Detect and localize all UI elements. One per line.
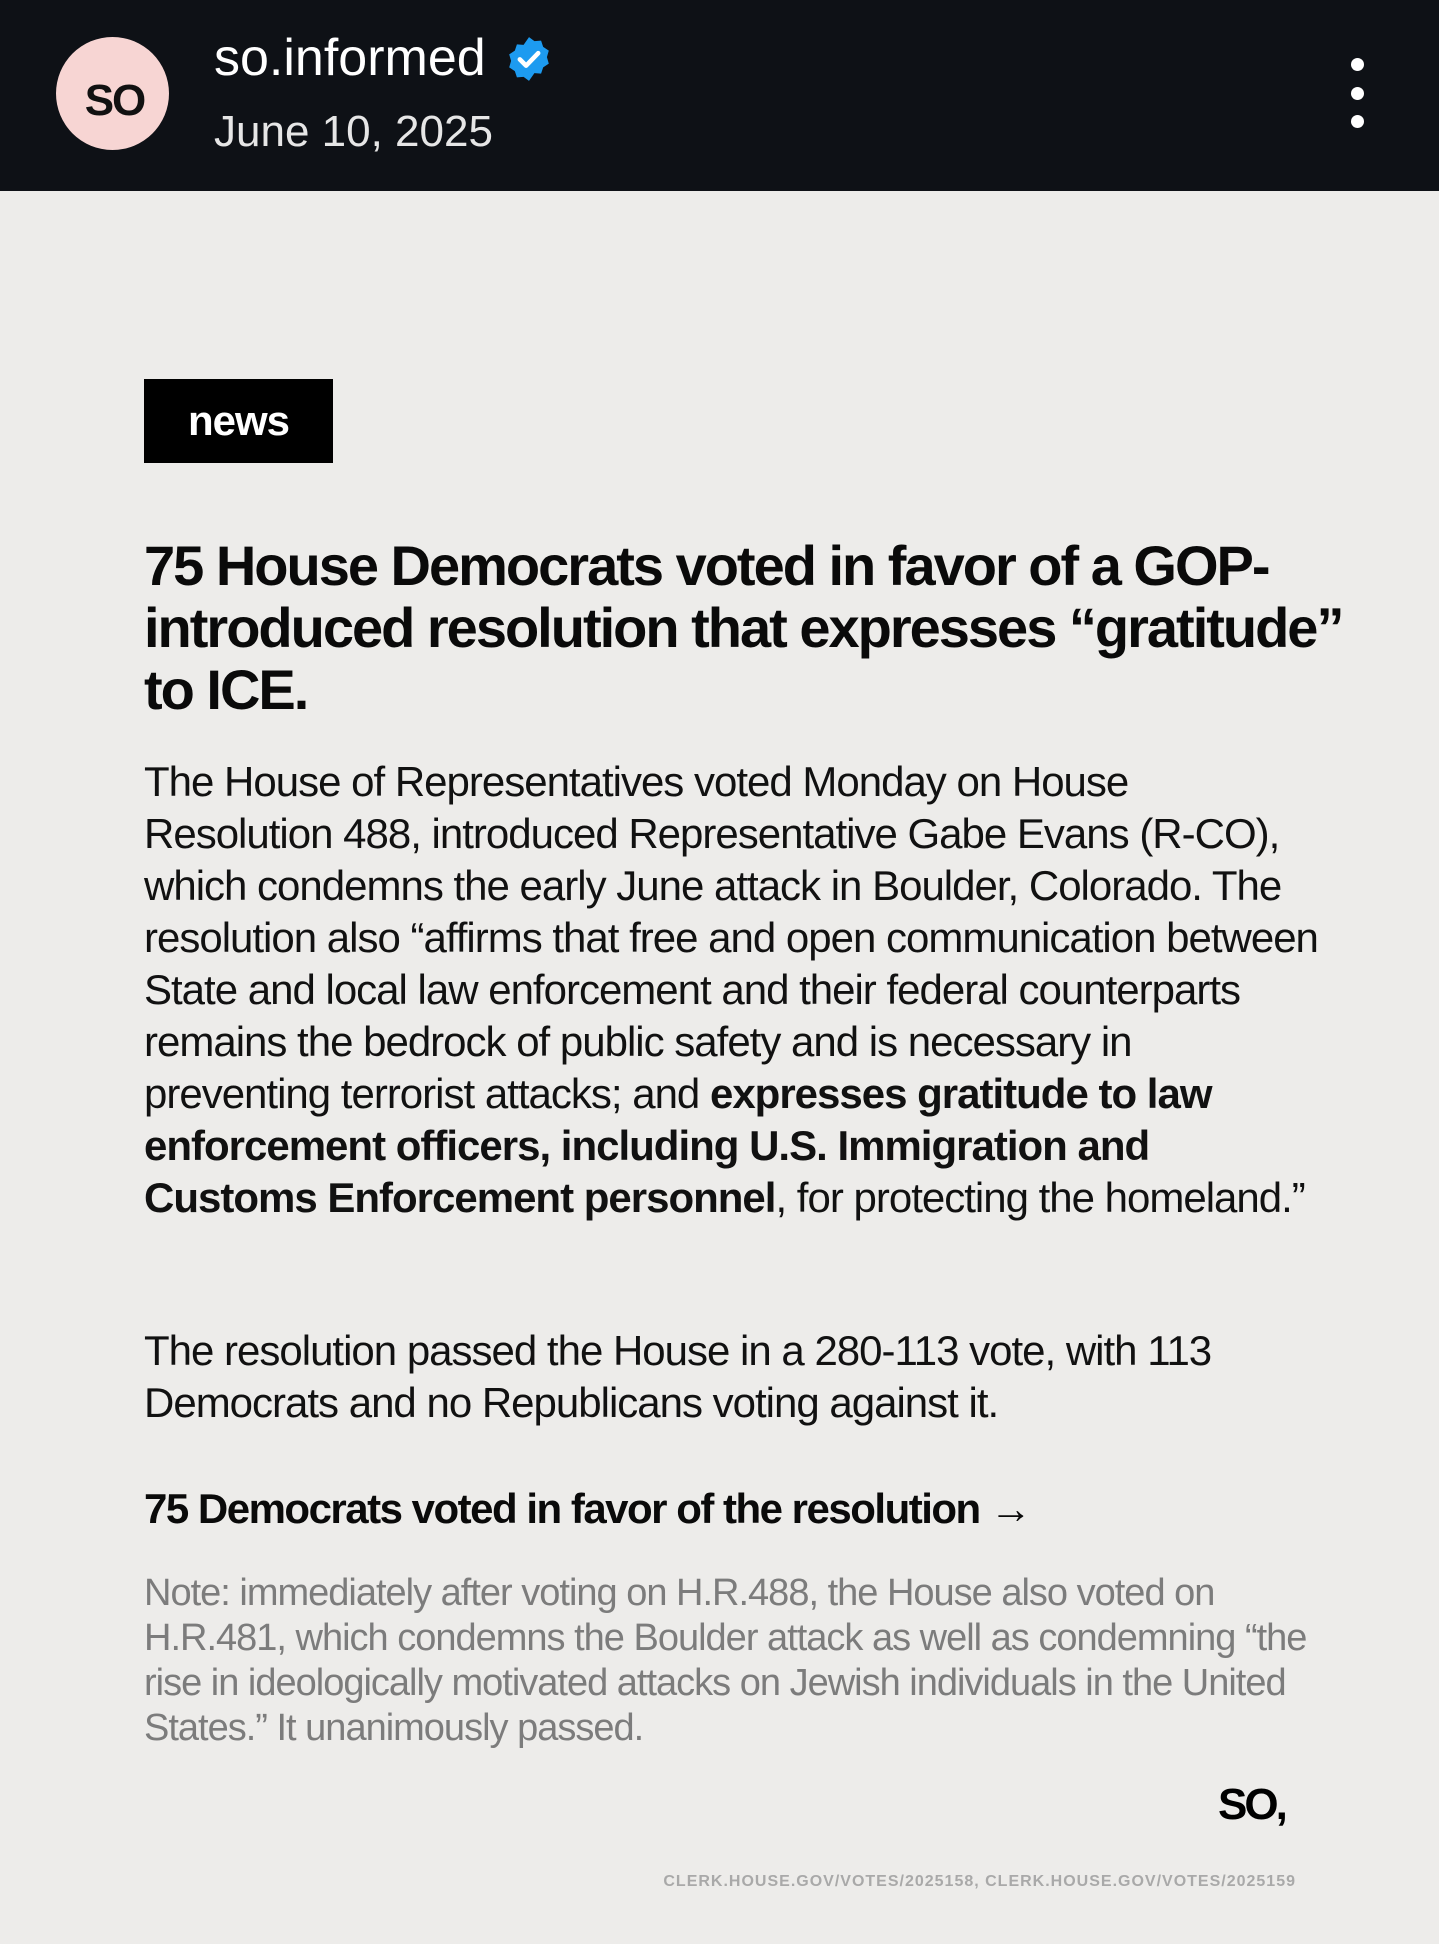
post-image — [0, 191, 1439, 1944]
username[interactable]: so.informed — [214, 29, 486, 87]
headline: 75 House Democrats voted in favor of a GOP-introduced resolution that expresses “gratitude” to ICE. — [144, 534, 1343, 721]
avatar-text: SO — [84, 75, 145, 125]
account-name-row[interactable] — [214, 28, 554, 88]
avatar[interactable] — [56, 37, 169, 150]
democrats-vote-link[interactable]: 75 Democrats voted in favor of the resolution → — [144, 1485, 1031, 1532]
post-header — [0, 0, 1439, 191]
post-date: June 10, 2025 — [214, 107, 493, 156]
body-paragraph-2: The resolution passed the House in a 280-113 vote, with 113 Democrats and no Republicans voting against it. — [144, 1327, 1212, 1426]
brand-logo: SO, — [1218, 1780, 1285, 1829]
more-vertical-icon-dot — [1351, 115, 1364, 128]
source-citation: CLERK.HOUSE.GOV/VOTES/2025158, CLERK.HOUSE.GOV/VOTES/2025159 — [663, 1873, 1296, 1890]
body-paragraph-1-end: , for protecting the homeland.” — [775, 1174, 1305, 1221]
body-paragraph-1-start: The House of Representatives voted Monday on House Resolution 488, introduced Representative Gabe Evans (R-CO), which condemns the early June attack in Boulder, Colorado. The resolution also “affirms that free and open communication between State and local law enforcement and their federal counterparts remains the bedrock of public safety and is necessary in preventing terrorist attacks; and — [144, 758, 1318, 1117]
more-vertical-icon — [1351, 58, 1364, 71]
more-options-button[interactable] — [1330, 58, 1384, 128]
note-text: Note: immediately after voting on H.R.488, the House also voted on H.R.481, which condemns the Boulder attack as well as condemning “the rise in ideologically motivated attacks on Jewish individuals in the United States.” It unanimously passed. — [144, 1572, 1307, 1749]
body-paragraph-1-bold: expresses gratitude to law enforcement officers, including U.S. Immigration and Customs Enforcement personnel — [144, 1070, 1212, 1221]
verified-badge-icon — [504, 34, 554, 84]
category-tag: news — [144, 379, 333, 463]
body-paragraph-1 — [144, 756, 1324, 1224]
more-vertical-icon-dot — [1351, 87, 1364, 100]
